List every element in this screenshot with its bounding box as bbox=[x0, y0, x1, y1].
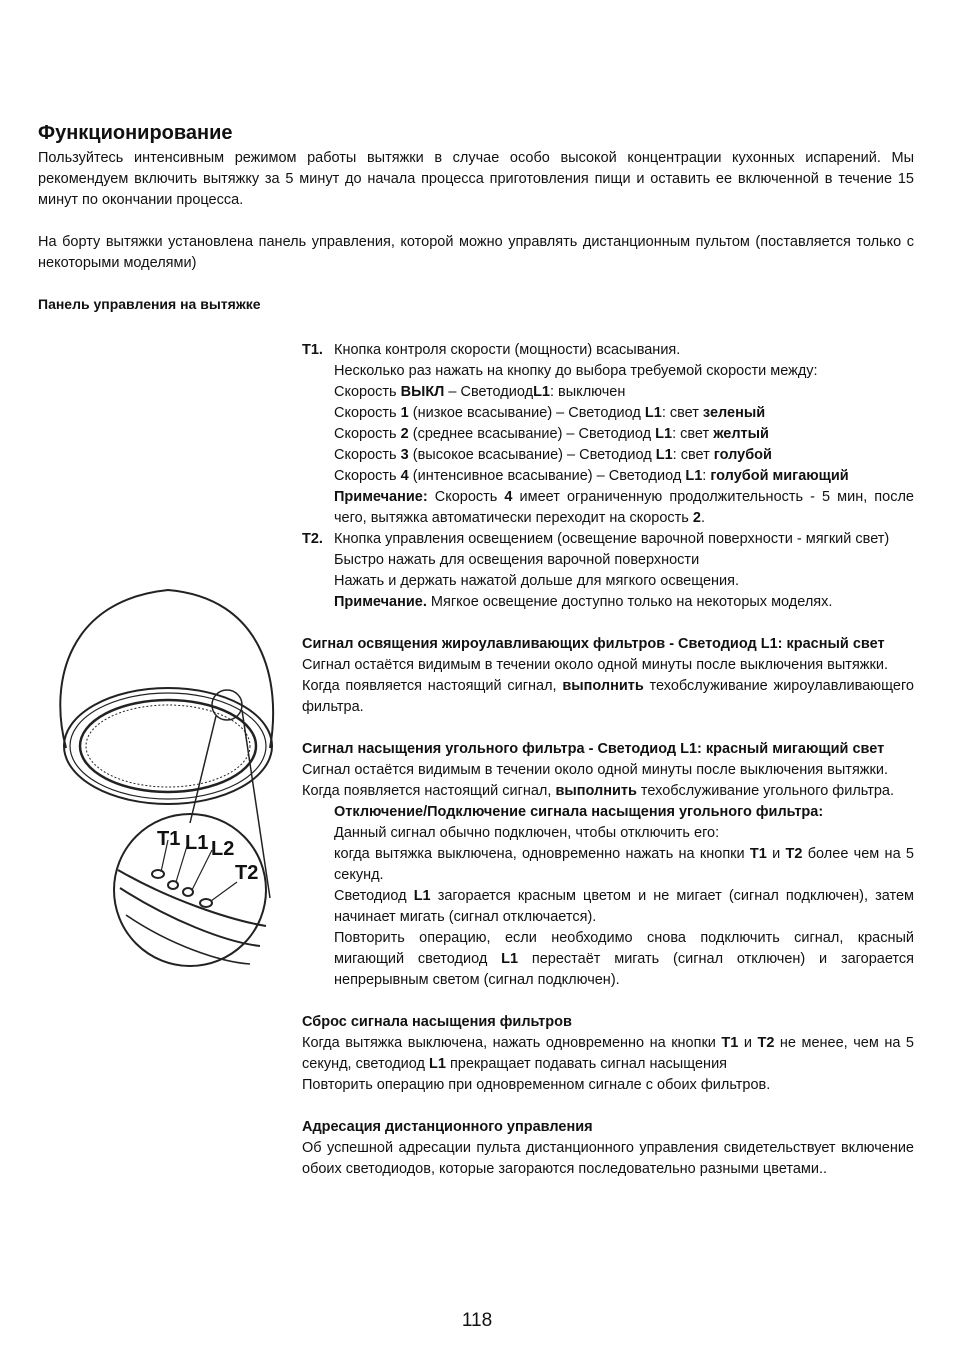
speed-4: Скорость 4 (интенсивное всасывание) – Светодиод L1: голубой мигающий bbox=[334, 468, 849, 484]
instructions-column bbox=[302, 340, 914, 1180]
grease-line1: Сигнал остаётся видимым в течении около одной минуты после выключения вытяжки. bbox=[302, 657, 888, 673]
reset-p2: Повторить операцию при одновременном сигнале с обоих фильтров. bbox=[302, 1077, 771, 1093]
carbon-p2: Когда появляется настоящий сигнал, выполнить техобслуживание угольного фильтра. bbox=[302, 783, 895, 799]
label-l1: L1 bbox=[185, 832, 209, 854]
page-number: 118 bbox=[461, 1310, 493, 1331]
speed-3: Скорость 3 (высокое всасывание) – Светодиод L1: свет голубой bbox=[334, 447, 772, 463]
speed-1: Скорость 1 (низкое всасывание) – Светодиод L1: свет зеленый bbox=[334, 405, 766, 421]
t2-line3: Нажать и держать нажатой дольше для мягкого освещения. bbox=[334, 573, 740, 589]
hood-control-panel-figure bbox=[30, 570, 300, 980]
panel-heading: Панель управления на вытяжке bbox=[38, 296, 261, 312]
t1-line1: Кнопка контроля скорости (мощности) всасывания. bbox=[334, 342, 681, 358]
t1-line2: Несколько раз нажать на кнопку до выбора требуемой скорости между: bbox=[334, 363, 818, 379]
grease-p2: Когда появляется настоящий сигнал, выполнить техобслуживание жироулавливающего фильтра. bbox=[302, 678, 914, 715]
t2-label: T2. bbox=[302, 531, 323, 547]
reset-p1: Когда вытяжка выключена, нажать одновременно на кнопки T1 и T2 не менее, чем на 5 секунд, светодиод L1 прекращает подавать сигнал насыщения bbox=[302, 1035, 914, 1072]
t2-line1: Кнопка управления освещением (освещение варочной поверхности - мягкий свет) bbox=[334, 531, 890, 547]
reset-section bbox=[302, 1012, 914, 1096]
grease-section bbox=[302, 634, 914, 718]
carbon-heading: Сигнал насыщения угольного фильтра - Светодиод L1: красный мигающий свет bbox=[302, 741, 885, 757]
page-title: Функционирование bbox=[38, 122, 233, 144]
remote-p1: Об успешной адресации пульта дистанционного управления свидетельствует включение обоих светодиодов, которые загораются последовательно разными цветами.. bbox=[302, 1140, 914, 1177]
carbon-sub3: Светодиод L1 загорается красным цветом и не мигает (сигнал подключен), затем начинает мигать (сигнал отключается). bbox=[334, 888, 914, 925]
remote-heading: Адресация дистанционного управления bbox=[302, 1119, 593, 1135]
t1-note: Примечание: Скорость 4 имеет ограниченную продолжительность - 5 мин, после чего, вытяжка автоматически переходит на скорость 2. bbox=[334, 489, 914, 526]
speed-off: Скорость ВЫКЛ – СветодиодL1: выключен bbox=[334, 384, 626, 400]
label-l2: L2 bbox=[211, 838, 235, 860]
grease-heading: Сигнал освящения жироулавливающих фильтров - Светодиод L1: красный свет bbox=[302, 636, 885, 652]
reset-heading: Сброс сигнала насыщения фильтров bbox=[302, 1014, 572, 1030]
remote-section bbox=[302, 1117, 914, 1180]
carbon-sub1: Данный сигнал обычно подключен, чтобы отключить его: bbox=[334, 825, 720, 841]
intro-paragraph-2: На борту вытяжки установлена панель управления, которой можно управлять дистанционным пультом (поставляется только с некоторыми моделями) bbox=[38, 234, 914, 271]
t2-section bbox=[302, 529, 914, 613]
carbon-sub4: Повторить операцию, если необходимо снова подключить сигнал, красный мигающий светодиод L1 перестаёт мигать (сигнал отключен) и загорается непрерывным светом (сигнал подключен). bbox=[334, 930, 915, 988]
t1-label: T1. bbox=[302, 342, 323, 358]
hood-dome-outline bbox=[60, 590, 273, 748]
carbon-section bbox=[302, 739, 914, 991]
label-t2: T2 bbox=[235, 862, 259, 884]
speed-2: Скорость 2 (среднее всасывание) – Светодиод L1: свет желтый bbox=[334, 426, 769, 442]
intro-paragraph-1: Пользуйтесь интенсивным режимом работы вытяжки в случае особо высокой концентрации кухонных испарений. Мы рекомендуем включить вытяжку за 5 минут до начала процесса приготовления пищи и оставить ее включенной в течение 15 минут по окончании процесса. bbox=[38, 150, 914, 208]
carbon-sub-heading: Отключение/Подключение сигнала насыщения угольного фильтра: bbox=[334, 804, 824, 820]
t1-section bbox=[302, 340, 914, 529]
label-t1: T1 bbox=[157, 828, 181, 850]
carbon-sub2: когда вытяжка выключена, одновременно нажать на кнопки T1 и T2 более чем на 5 секунд. bbox=[334, 846, 914, 883]
t2-line2: Быстро нажать для освещения варочной поверхности bbox=[334, 552, 700, 568]
carbon-line1: Сигнал остаётся видимым в течении около одной минуты после выключения вытяжки. bbox=[302, 762, 888, 778]
t2-note: Примечание. Мягкое освещение доступно только на некоторых моделях. bbox=[334, 594, 833, 610]
